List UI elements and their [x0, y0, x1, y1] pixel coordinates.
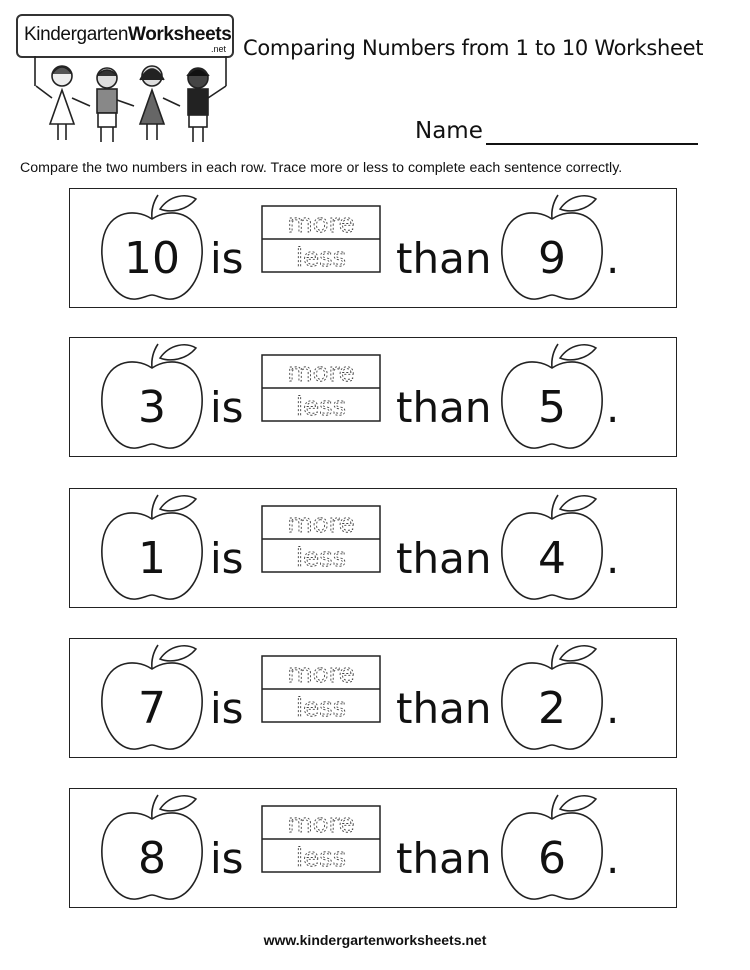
is-word: is [210, 834, 244, 883]
trace-option-less[interactable]: less [295, 543, 347, 573]
trace-option-less[interactable]: less [295, 243, 347, 273]
left-number: 8 [138, 833, 166, 884]
trace-answer-box[interactable] [262, 355, 380, 422]
left-number: 3 [138, 382, 166, 433]
exercise-row-art [70, 639, 676, 756]
trace-option-more[interactable]: more [287, 358, 355, 388]
than-word: than [396, 684, 492, 733]
footer-url: www.kindergartenworksheets.net [263, 932, 487, 948]
than-word: than [396, 234, 492, 283]
worksheet-title: Comparing Numbers from 1 to 10 Worksheet [243, 36, 704, 60]
trace-answer-box[interactable] [262, 806, 380, 873]
sentence-period: . [606, 834, 620, 883]
instructions: Compare the two numbers in each row. Trace more or less to complete each sentence correctly. [20, 160, 623, 176]
sentence-period: . [606, 684, 620, 733]
name-label: Name [415, 118, 483, 144]
sentence-period: . [606, 234, 620, 283]
than-word: than [396, 383, 492, 432]
than-word: than [396, 534, 492, 583]
exercise-row-art [70, 489, 676, 606]
logo-text-bold: Worksheets [128, 24, 232, 45]
sentence-period: . [606, 383, 620, 432]
is-word: is [210, 383, 244, 432]
right-number: 6 [538, 833, 566, 884]
exercise-row [69, 488, 677, 608]
logo-text [24, 24, 231, 46]
logo-text-light: Kindergarten [24, 24, 128, 45]
trace-option-less[interactable]: less [295, 392, 347, 422]
left-number: 1 [138, 533, 166, 584]
exercise-row [69, 788, 677, 908]
exercise-row-art [70, 338, 676, 455]
sentence-period: . [606, 534, 620, 583]
trace-answer-box[interactable] [262, 656, 380, 723]
name-field[interactable] [486, 143, 698, 145]
exercise-row [69, 337, 677, 457]
left-number: 10 [124, 233, 180, 284]
trace-answer-box[interactable] [262, 206, 380, 273]
trace-option-more[interactable]: more [287, 809, 355, 839]
trace-answer-box[interactable] [262, 506, 380, 573]
logo-badge [16, 14, 234, 58]
logo-suffix: .net [210, 44, 226, 54]
than-word: than [396, 834, 492, 883]
right-number: 9 [538, 233, 566, 284]
exercise-row [69, 638, 677, 758]
site-logo [16, 14, 236, 138]
trace-option-less[interactable]: less [295, 693, 347, 723]
exercise-row-art [70, 189, 676, 306]
is-word: is [210, 684, 244, 733]
right-number: 4 [538, 533, 566, 584]
is-word: is [210, 234, 244, 283]
trace-option-more[interactable]: more [287, 509, 355, 539]
trace-option-more[interactable]: more [287, 659, 355, 689]
trace-option-more[interactable]: more [287, 209, 355, 239]
exercise-row [69, 188, 677, 308]
exercise-row-art [70, 789, 676, 906]
left-number: 7 [138, 683, 166, 734]
right-number: 2 [538, 683, 566, 734]
children-illustration [30, 56, 230, 148]
is-word: is [210, 534, 244, 583]
right-number: 5 [538, 382, 566, 433]
trace-option-less[interactable]: less [295, 843, 347, 873]
